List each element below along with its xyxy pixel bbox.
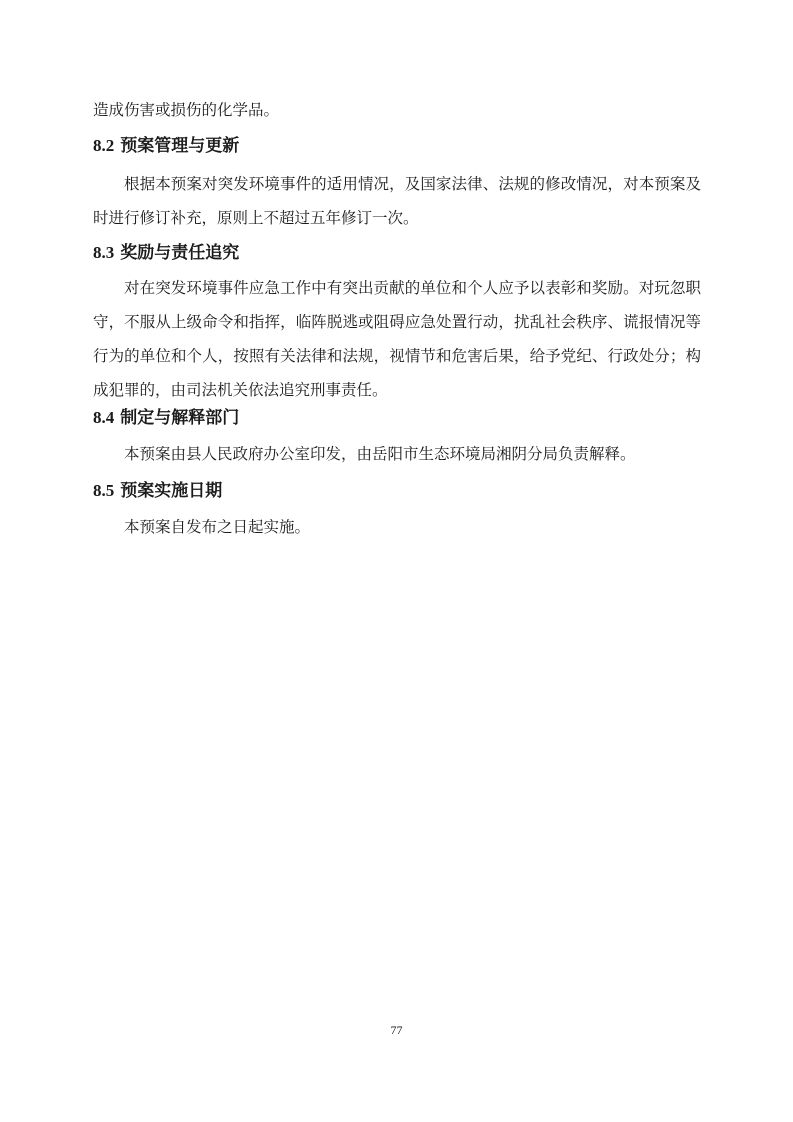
- section-body-8-5: 本预案自发布之日起实施。: [124, 518, 311, 536]
- section-heading-8-2: [93, 129, 701, 163]
- continuation-paragraph: 造成伤害或损伤的化学品。: [93, 101, 280, 119]
- section-title: 预案实施日期: [120, 481, 223, 501]
- section-heading-8-5: [93, 474, 701, 508]
- section-heading-8-4: [93, 401, 701, 435]
- section-body-8-2: 根据本预案对突发环境事件的适用情况，及国家法律、法规的修改情况，对本预案及时进行修订补充，原则上不超过五年修订一次。: [93, 175, 701, 227]
- section-number: 8.4: [93, 408, 115, 427]
- page-number: 77: [390, 1023, 403, 1037]
- section-heading-8-3: [93, 236, 701, 270]
- section-title: 制定与解释部门: [120, 408, 240, 428]
- section-number: 8.3: [93, 243, 115, 262]
- section-number: 8.2: [93, 136, 115, 155]
- section-title: 预案管理与更新: [120, 136, 240, 156]
- section-title: 奖励与责任追究: [120, 243, 240, 263]
- section-body-8-3: 对在突发环境事件应急工作中有突出贡献的单位和个人应予以表彰和奖励。对玩忽职守，不服从上级命令和指挥，临阵脱逃或阻碍应急处置行动，扰乱社会秩序、谎报情况等行为的单位和个人，按照有关法律和法规，视情节和危害后果，给予党纪、行政处分；构成犯罪的，由司法机关依法追究刑事责任。: [93, 279, 701, 399]
- section-number: 8.5: [93, 481, 115, 500]
- section-body-8-4: 本预案由县人民政府办公室印发，由岳阳市生态环境局湘阴分局负责解释。: [124, 445, 636, 463]
